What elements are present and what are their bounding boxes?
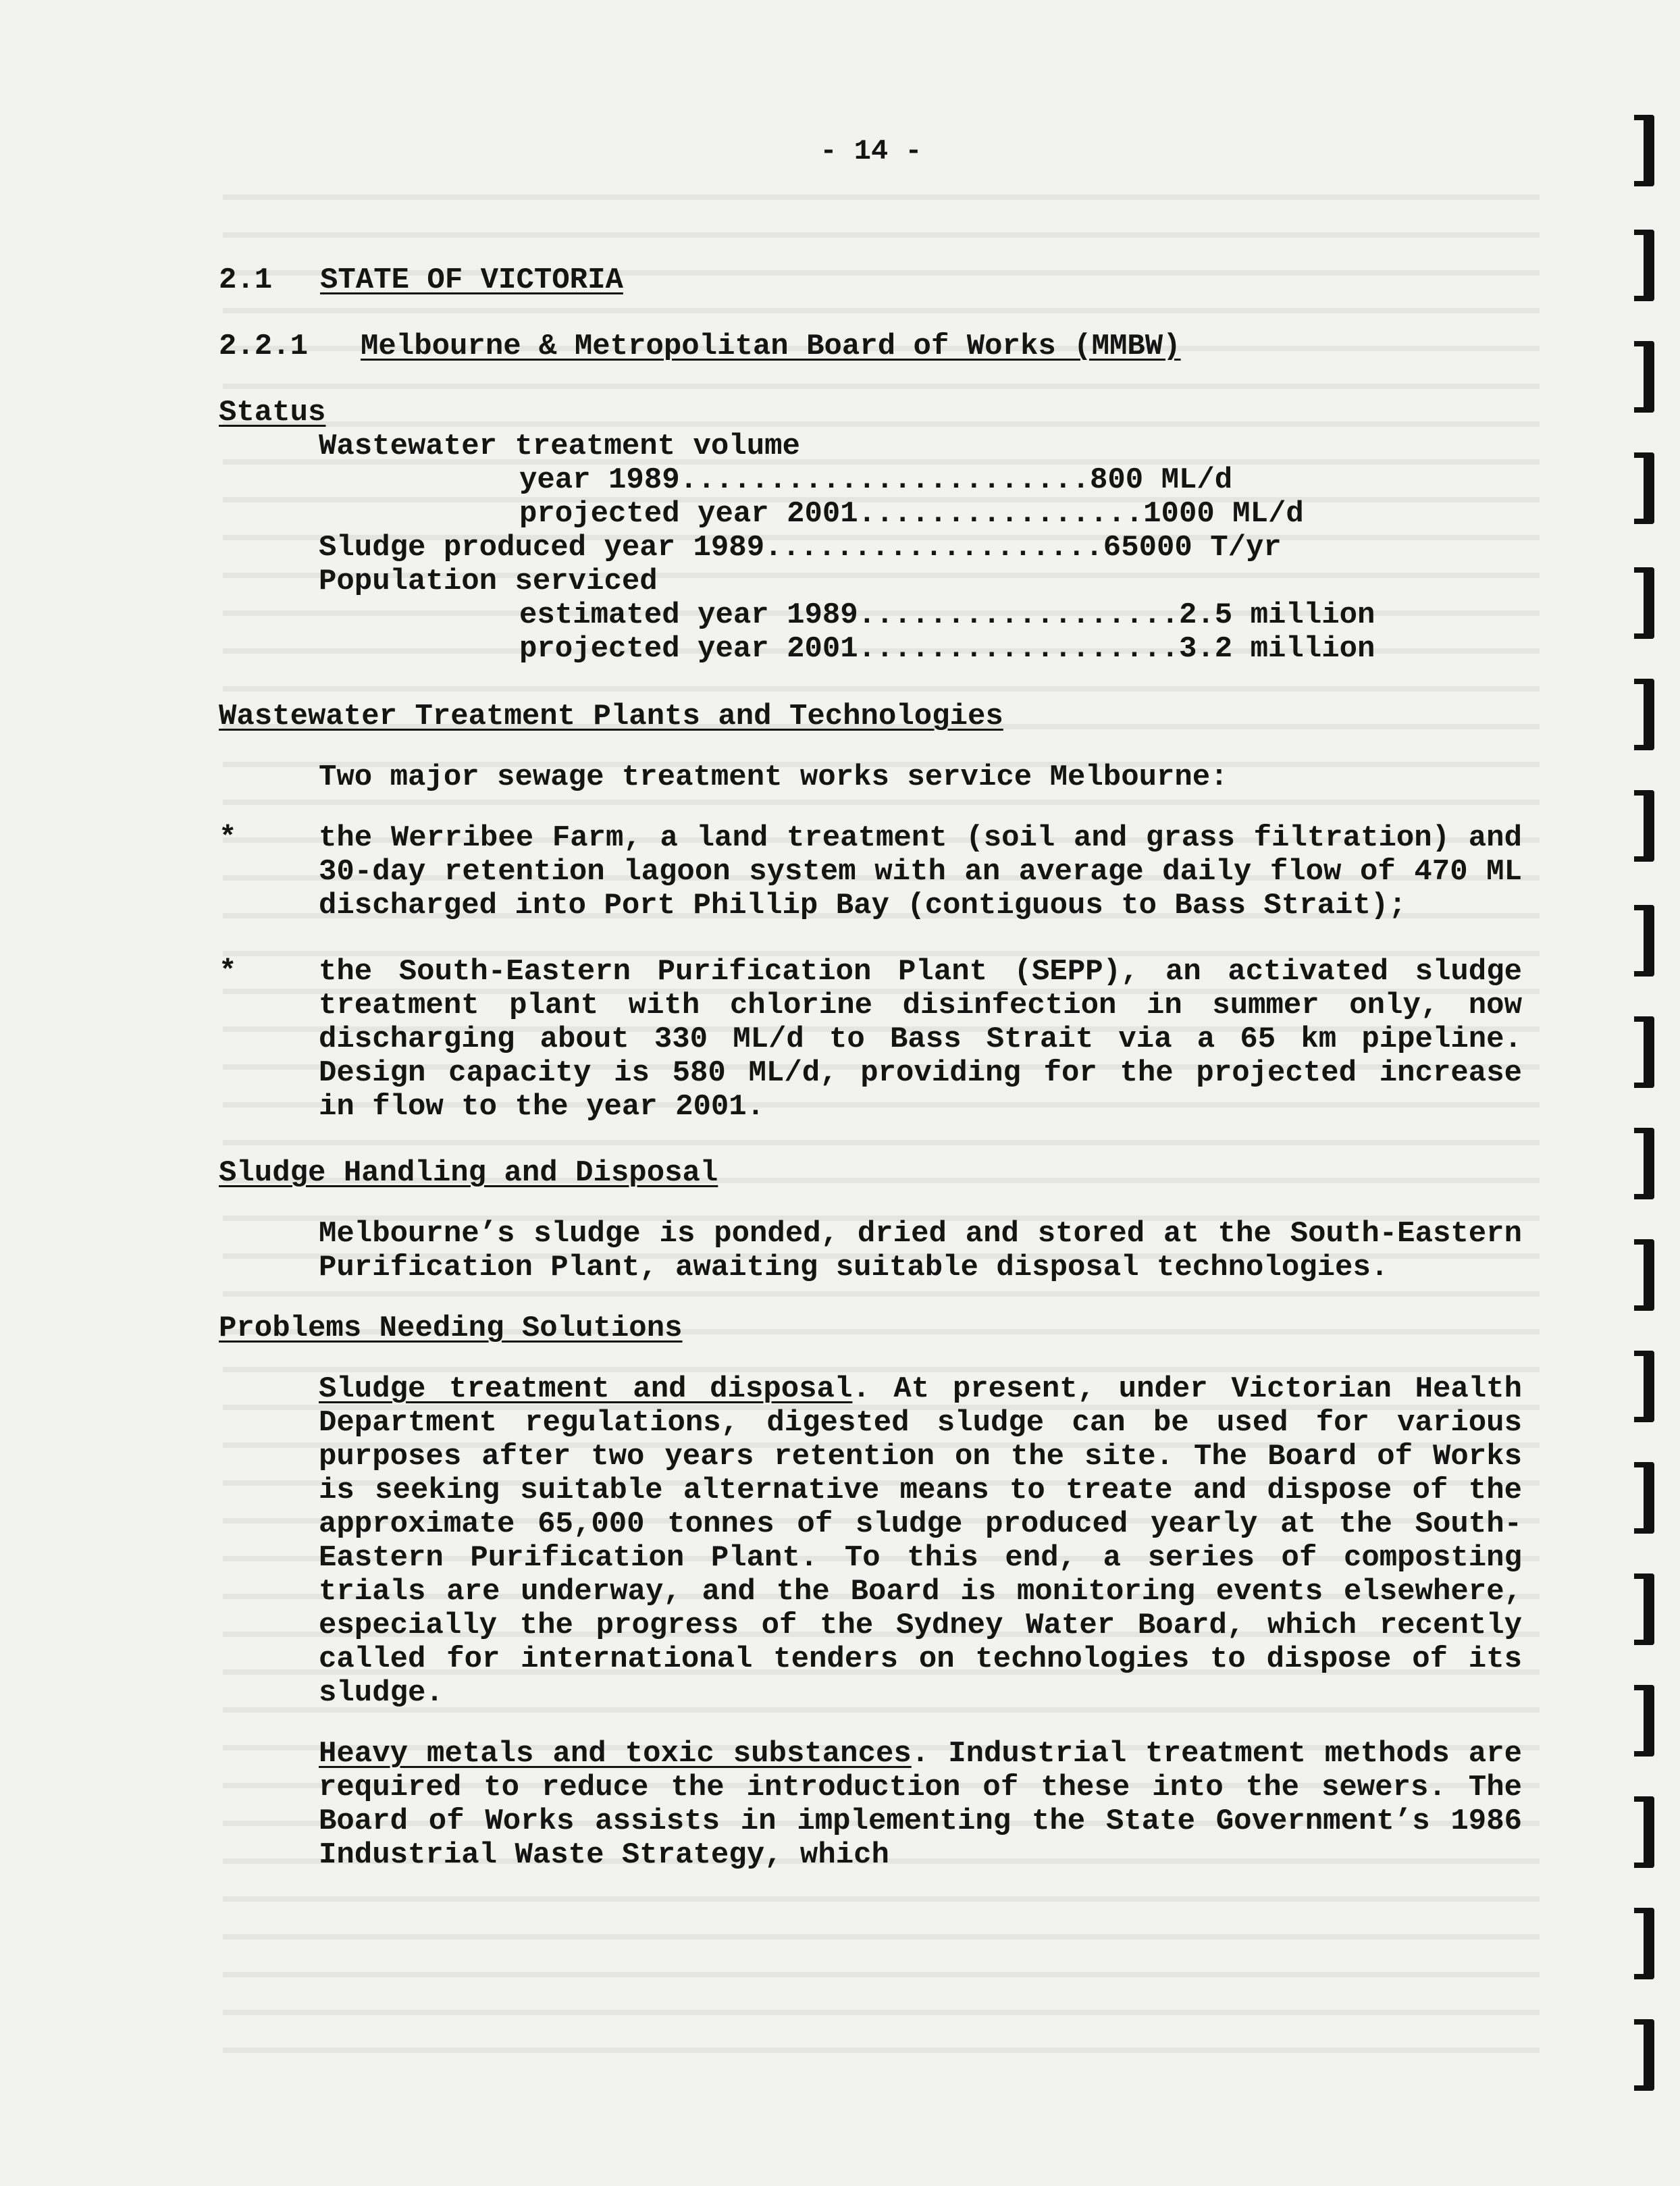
binder-ring: [1634, 1351, 1654, 1422]
status-value: .65000 T/yr: [1085, 531, 1282, 565]
status-value: .800 ML/d: [1072, 463, 1233, 497]
status-row: [219, 598, 1522, 632]
binder-ring: [1634, 1462, 1654, 1534]
subsection-heading: [219, 330, 1522, 363]
status-label: projected year 2001.................: [519, 632, 1161, 666]
list-item: [219, 821, 1522, 922]
status-block: [219, 396, 1522, 666]
bullet-marker: *: [219, 955, 237, 989]
sludge-paragraph: Melbourne’s sludge is ponded, dried and stored at the South-Eastern Purification Plant, awaiting suitable disposal technologies.: [319, 1217, 1522, 1284]
status-row: [219, 463, 1522, 497]
binder-ring: [1634, 230, 1654, 301]
subsection-title: Melbourne & Metropolitan Board of Works (MMBW): [361, 330, 1181, 363]
binder-ring: [1634, 452, 1654, 524]
status-label: projected year 2001...............: [519, 497, 1126, 531]
problem-text: . At present, under Victorian Health Department regulations, digested sludge can be used for various purposes after two years retention on the site. The Board of Works is seeking suitable alternative means to treate and dispose of the approximate 65,000 tonnes of sludge produced yearly at the South-Eastern Purification Plant. To this end, a series of composting trials are underway, and the Board is monitoring events elsewhere, especially the progress of the Sydney Water Board, which recently called for international tenders on technologies to dispose of its sludge.: [319, 1372, 1522, 1710]
section-title: STATE OF VICTORIA: [320, 263, 623, 297]
bullet-text: the South-Eastern Purification Plant (SEPP), an activated sludge treatment plant with chlorine disinfection in summer only, now discharging about 330 ML/d to Bass Strait via a 65 km pipeline. Design capacity is 580 ML/d, providing for the projected increase in flow to the year 2001.: [319, 955, 1522, 1124]
binder-ring: [1634, 1239, 1654, 1311]
problem-paragraph: [319, 1372, 1522, 1710]
status-row: [219, 497, 1522, 531]
section-heading: [219, 263, 1522, 297]
status-value: .1000 ML/d: [1125, 497, 1304, 531]
binder-ring: [1634, 679, 1654, 750]
problems-heading: Problems Needing Solutions: [219, 1311, 683, 1345]
problem-title: Sludge treatment and disposal: [319, 1372, 853, 1406]
status-label: year 1989......................: [519, 463, 1072, 497]
page-body: [219, 263, 1522, 1899]
problem-paragraph: [319, 1737, 1522, 1872]
bullet-marker: *: [219, 821, 237, 855]
problem-title: Heavy metals and toxic substances: [319, 1737, 912, 1771]
binder-ring: [1634, 2019, 1654, 2091]
binder-ring: [1634, 1573, 1654, 1645]
binder-ring: [1634, 1128, 1654, 1199]
status-label: Wastewater treatment volume: [319, 430, 800, 463]
status-value: .2.5 million: [1161, 598, 1375, 632]
binder-ring: [1634, 1016, 1654, 1088]
binder-ring: [1634, 1685, 1654, 1756]
sludge-heading: Sludge Handling and Disposal: [219, 1156, 718, 1190]
binder-ring: [1634, 115, 1654, 186]
list-item: [219, 955, 1522, 1124]
binder-ring: [1634, 905, 1654, 977]
status-row: [219, 632, 1522, 666]
status-row: [219, 565, 1522, 598]
subsection-number: 2.2.1: [219, 330, 309, 363]
binder-ring: [1634, 1796, 1654, 1868]
bullet-text: the Werribee Farm, a land treatment (soil and grass filtration) and 30-day retention lagoon system with an average daily flow of 470 ML discharged into Port Phillip Bay (contiguous to Bass Strait);: [319, 821, 1522, 922]
binder-ring: [1634, 1908, 1654, 1979]
status-label: estimated year 1989.................: [519, 598, 1161, 632]
status-label: Population serviced: [319, 565, 658, 598]
problem-text: . Industrial treatment methods are required to reduce the introduction of these into the sewers. The Board of Works assists in implementing the State Government’s 1986 Industrial Waste Strategy, which: [319, 1737, 1522, 1872]
status-value: .3.2 million: [1161, 632, 1375, 666]
status-row: [219, 531, 1522, 565]
plants-intro: Two major sewage treatment works service Melbourne:: [319, 760, 1228, 794]
binder-ring: [1634, 341, 1654, 413]
status-row: [219, 430, 1522, 463]
page-number: - 14 -: [820, 135, 922, 167]
plants-heading: Wastewater Treatment Plants and Technologies: [219, 700, 1003, 733]
binder-ring: [1634, 567, 1654, 639]
status-label: Sludge produced year 1989..................: [319, 531, 1086, 565]
binder-ring: [1634, 790, 1654, 862]
section-number: 2.1: [219, 263, 273, 297]
status-heading: Status: [219, 396, 326, 430]
